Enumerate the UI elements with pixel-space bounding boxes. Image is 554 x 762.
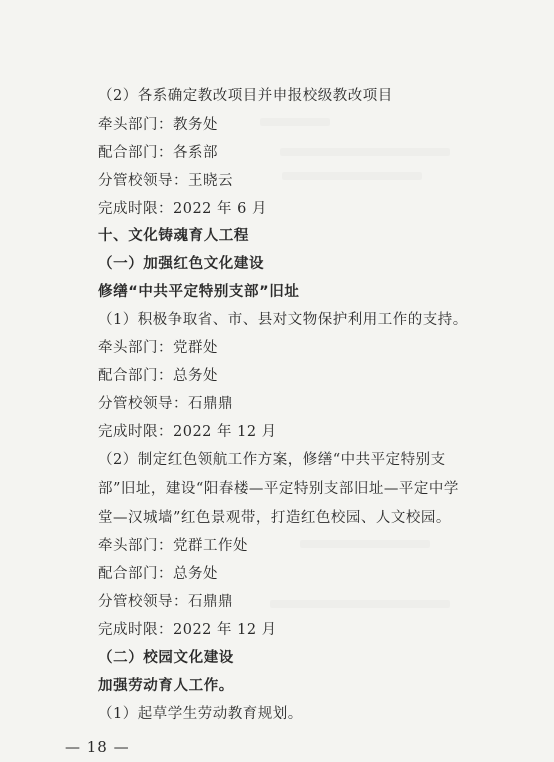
bleed-through-mark	[280, 148, 450, 156]
page-number: — 18 —	[65, 738, 130, 756]
text-line: （1）积极争取省、市、县对文物保护利用工作的支持。	[98, 312, 468, 328]
text-line: 牵头部门：党群处	[98, 340, 218, 356]
bleed-through-mark	[260, 118, 330, 126]
text-line: 完成时限：2022 年 12 月	[98, 622, 277, 638]
text-line: 分管校领导：王晓云	[98, 173, 233, 189]
section-heading: 十、文化铸魂育人工程	[98, 228, 249, 244]
text-line: 牵头部门：教务处	[98, 117, 218, 133]
bleed-through-mark	[270, 600, 450, 608]
text-line: 牵头部门：党群工作处	[98, 538, 248, 554]
text-line: （1）起草学生劳动教育规划。	[98, 706, 303, 722]
subsection-heading: （一）加强红色文化建设	[98, 256, 265, 272]
text-line: 分管校领导：石鼎鼎	[98, 396, 233, 412]
text-line: （2）各系确定教改项目并申报校级教改项目	[98, 88, 393, 104]
text-line: 完成时限：2022 年 6 月	[98, 201, 267, 217]
bleed-through-mark	[300, 540, 430, 548]
bleed-through-mark	[282, 172, 422, 180]
text-line: 配合部门：总务处	[98, 368, 218, 384]
item-heading: 加强劳动育人工作。	[98, 678, 234, 694]
text-line: 分管校领导：石鼎鼎	[98, 594, 233, 610]
subsection-heading: （二）校园文化建设	[98, 650, 234, 666]
text-line: 配合部门：总务处	[98, 566, 218, 582]
paragraph: （2）制定红色领航工作方案，修缮“中共平定特别支部”旧址，建设“阳春楼—平定特别支部旧址—平定中学堂—汉城墙”红色景观带，打造红色校园、人文校园。	[98, 452, 459, 526]
text-line: 完成时限：2022 年 12 月	[98, 424, 277, 440]
text-line: 配合部门：各系部	[98, 145, 218, 161]
item-heading: 修缮“中共平定特别支部”旧址	[98, 284, 300, 300]
